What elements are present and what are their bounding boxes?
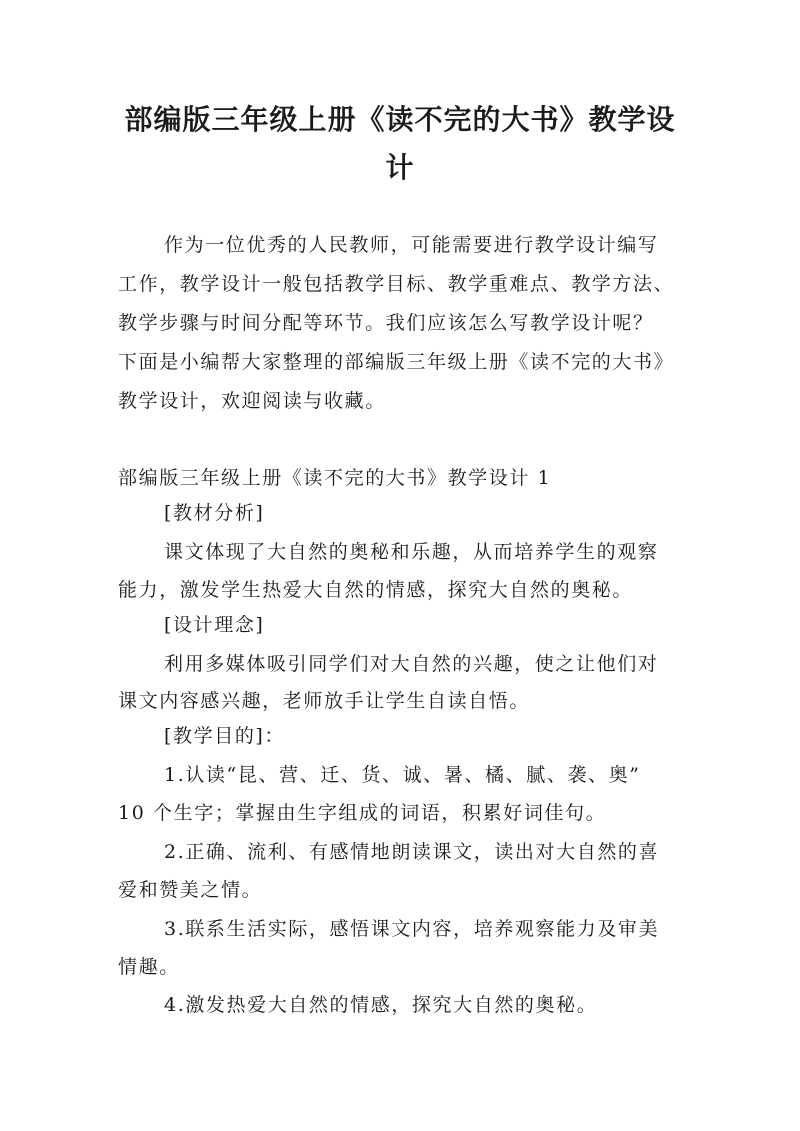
section-heading: 部编版三年级上册《读不完的大书》教学设计 1 xyxy=(118,467,552,489)
intro-line: 作为一位优秀的人民教师，可能需要进行教学设计编写 xyxy=(164,234,659,256)
body-line: [设计理念] xyxy=(164,614,265,636)
title-line-2: 计 xyxy=(385,151,415,184)
body-line: 课文内容感兴趣，老师放手让学生自读自悟。 xyxy=(118,690,531,712)
body-line: 爱和赞美之情。 xyxy=(118,879,263,901)
body-line: 课文体现了大自然的奥秘和乐趣，从而培养学生的观察 xyxy=(164,541,659,563)
intro-line: 工作，教学设计一般包括教学目标、教学重难点、教学方法、 xyxy=(118,273,675,295)
body-line: 2.正确、流利、有感情地朗读课文，读出对大自然的喜 xyxy=(164,841,660,863)
body-line: 利用多媒体吸引同学们对大自然的兴趣，使之让他们对 xyxy=(164,653,659,675)
intro-line: 教学设计，欢迎阅读与收藏。 xyxy=(118,390,386,412)
body-line: [教材分析] xyxy=(164,502,265,524)
body-line: [教学目的]： xyxy=(164,725,286,747)
title-line-1: 部编版三年级上册《读不完的大书》教学设 xyxy=(124,103,676,136)
body-line: 1.认读“昆、营、迁、货、诚、暑、橘、腻、袭、奥” xyxy=(164,764,641,786)
body-line: 能力，激发学生热爱大自然的情感，探究大自然的奥秘。 xyxy=(118,579,634,601)
intro-line: 教学步骤与时间分配等环节。我们应该怎么写教学设计呢？ xyxy=(118,312,654,334)
intro-line: 下面是小编帮大家整理的部编版三年级上册《读不完的大书》 xyxy=(118,351,675,373)
body-line: 3.联系生活实际，感悟课文内容，培养观察能力及审美 xyxy=(164,918,660,940)
body-line: 4.激发热爱大自然的情感，探究大自然的奥秘。 xyxy=(164,994,598,1016)
body-line: 情趣。 xyxy=(118,956,180,978)
body-line: 10 个生字；掌握由生字组成的词语，积累好词佳句。 xyxy=(118,802,607,824)
document-title xyxy=(110,96,690,192)
